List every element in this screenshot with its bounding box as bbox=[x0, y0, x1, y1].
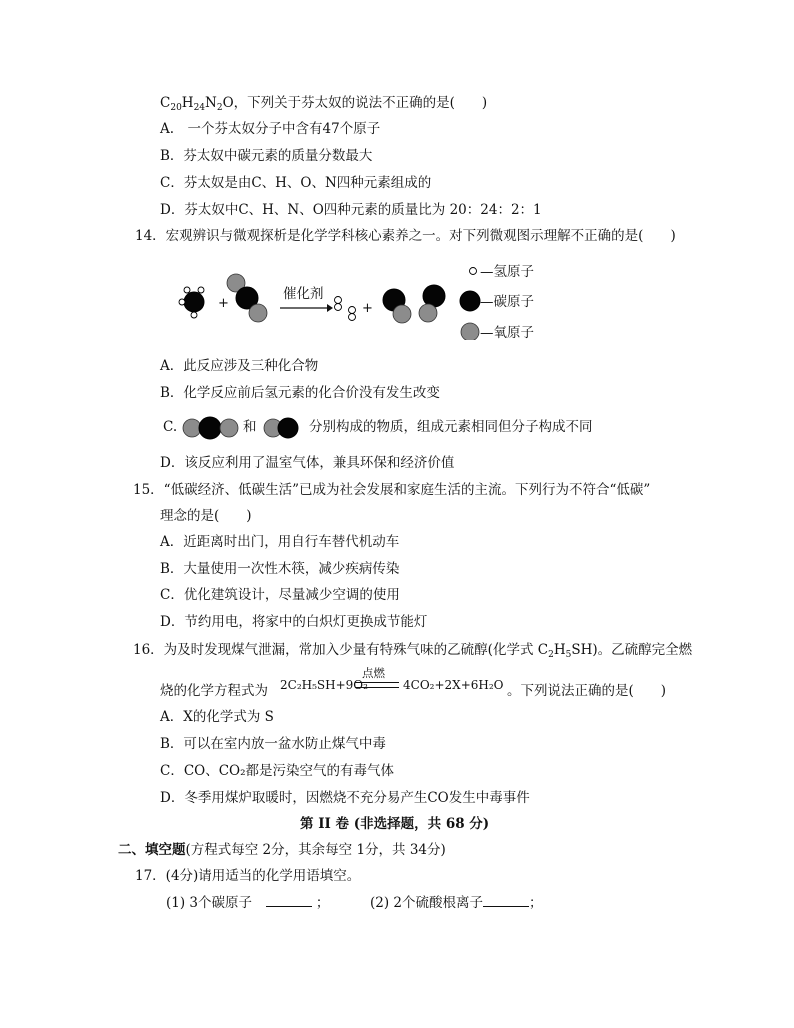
q13-option-a[interactable]: A. 一个芬太奴分子中含有47个原子 bbox=[160, 121, 381, 137]
oxygen-atom bbox=[220, 419, 238, 437]
oxygen-atom bbox=[183, 419, 201, 437]
q17-stem: 17．(4分)请用适当的化学用语填空。 bbox=[135, 868, 361, 884]
hydrogen-atom bbox=[335, 297, 342, 304]
q15-option-b[interactable]: B．大量使用一次性木筷，减少疾病传染 bbox=[160, 561, 400, 577]
plus-sign: + bbox=[218, 296, 229, 311]
oxygen-atom bbox=[419, 304, 437, 322]
hydrogen-atom bbox=[198, 287, 204, 293]
product-molecule-2 bbox=[383, 285, 445, 323]
q14-option-a[interactable]: A．此反应涉及三种化合物 bbox=[160, 358, 319, 374]
q16-stem-line2b: 。下列说法正确的是( ) bbox=[507, 683, 667, 699]
q14-option-b[interactable]: B．化学反应前后氢元素的化合价没有发生改变 bbox=[160, 385, 440, 401]
q16-stem-line1: 16．为及时发现煤气泄漏，常加入少量有特殊气味的乙硫醇(化学式 $C_2H_5SH$)。乙硫醇完全燃 bbox=[133, 642, 693, 660]
q15-option-a[interactable]: A．近距离时出门，用自行车替代机动车 bbox=[160, 534, 400, 550]
legend-oxygen: —氧原子 bbox=[480, 325, 534, 340]
q13-stem bbox=[160, 94, 487, 117]
hydrogen-atom bbox=[335, 304, 342, 311]
q14-option-c-text: 分别构成的物质，组成元素相同但分子构成不同 bbox=[309, 419, 593, 435]
q15-stem-line2: 理念的是( ) bbox=[160, 508, 252, 524]
hydrogen-legend-icon bbox=[470, 268, 477, 275]
q16-option-c[interactable]: C．CO、CO₂都是污染空气的有毒气体 bbox=[160, 763, 395, 779]
carbon-atom bbox=[423, 285, 445, 307]
q17-item-2-label: (2) 2个硫酸根离子 bbox=[370, 895, 484, 911]
q16-option-d[interactable]: D．冬季用煤炉取暖时，因燃烧不充分易产生CO发生中毒事件 bbox=[160, 790, 530, 806]
q15-option-c[interactable]: C．优化建筑设计，尽量减少空调的使用 bbox=[160, 587, 400, 603]
hydrogen-atom bbox=[349, 314, 356, 321]
reactant-molecule-1 bbox=[179, 287, 204, 318]
q17-item-1: (1) 3个碳原子 ； bbox=[166, 895, 330, 911]
hydrogen-atom bbox=[179, 299, 185, 305]
section-heading-note: (方程式每空 2分，其余每空 1分，共 34分) bbox=[185, 842, 446, 858]
q14-reaction-diagram bbox=[170, 256, 550, 340]
section-heading bbox=[118, 841, 446, 859]
carbon-atom-dark bbox=[184, 292, 204, 312]
reactant-molecule-2 bbox=[227, 274, 267, 322]
hydrogen-atom bbox=[191, 312, 197, 318]
catalyst-label: 催化剂 bbox=[283, 286, 324, 302]
hydrogen-atom bbox=[349, 307, 356, 314]
q16-equation-condition: 点燃 bbox=[362, 666, 385, 680]
q16-option-a[interactable]: A．X的化学式为 S bbox=[160, 709, 274, 725]
oxygen-legend-icon bbox=[461, 323, 479, 340]
q17-item-2: (2) 2个硫酸根离子 ； bbox=[370, 895, 543, 911]
q13-formula: $C_{20}H_{24}N_2O$ bbox=[160, 95, 234, 113]
carbon-atom bbox=[278, 418, 298, 438]
q14-option-c-molecules bbox=[182, 415, 302, 441]
q17-answer-2-blank[interactable] bbox=[483, 894, 529, 907]
q13-option-d[interactable]: D．芬太奴中C、H、N、O四种元素的质量比为 20：24：2：1 bbox=[160, 202, 542, 218]
q14-option-c[interactable] bbox=[163, 418, 177, 436]
q16-stem-line2a: 烧的化学方程式为 bbox=[160, 683, 268, 699]
q15-option-d[interactable]: D．节约用电，将家中的白炽灯更换成节能灯 bbox=[160, 614, 428, 630]
oxygen-atom bbox=[249, 304, 267, 322]
q16-equation-right: 4CO₂+2X+6H₂O bbox=[403, 678, 504, 692]
legend-carbon: —碳原子 bbox=[480, 294, 534, 310]
legend-hydrogen: —氢原子 bbox=[480, 264, 534, 280]
q13-stem-text: ，下列关于芬太奴的说法不正确的是( ) bbox=[233, 95, 488, 111]
carbon-atom bbox=[199, 417, 221, 439]
q14-option-d[interactable]: D．该反应利用了温室气体，兼具环保和经济价值 bbox=[160, 455, 455, 471]
q17-answer-1-blank[interactable] bbox=[266, 894, 312, 907]
q15-stem-line1: 15．“低碳经济、低碳生活”已成为社会发展和家庭生活的主流。下列行为不符合“低碳” bbox=[133, 482, 651, 498]
volume-title: 第 II 卷 (非选择题，共 68 分) bbox=[300, 816, 490, 832]
q16-option-b[interactable]: B．可以在室内放一盆水防止煤气中毒 bbox=[160, 736, 386, 752]
q14-stem: 14．宏观辨识与微观探析是化学学科核心素养之一。对下列微观图示理解不正确的是( ) bbox=[135, 228, 676, 244]
q13-option-b[interactable]: B．芬太奴中碳元素的质量分数最大 bbox=[160, 148, 373, 164]
q17-item-1-label: (1) 3个碳原子 bbox=[166, 895, 253, 911]
carbon-legend-icon bbox=[460, 291, 480, 311]
q16-equation-arrow bbox=[355, 682, 399, 688]
reaction-arrow-icon bbox=[327, 304, 333, 312]
atom-legend bbox=[460, 264, 534, 340]
q16-equation-left: 2C₂H₅SH+9O₂ bbox=[280, 678, 368, 692]
oxygen-atom bbox=[393, 305, 411, 323]
plus-sign: + bbox=[362, 301, 373, 316]
hydrogen-atom bbox=[184, 287, 190, 293]
q13-option-c[interactable]: C．芬太奴是由C、H、O、N四种元素组成的 bbox=[160, 175, 432, 191]
q14-option-c-and: 和 bbox=[243, 419, 257, 435]
product-molecule-1 bbox=[335, 297, 356, 321]
section-heading-title: 二、填空题 bbox=[118, 842, 186, 858]
q14-option-c-prefix: C. bbox=[163, 419, 178, 435]
